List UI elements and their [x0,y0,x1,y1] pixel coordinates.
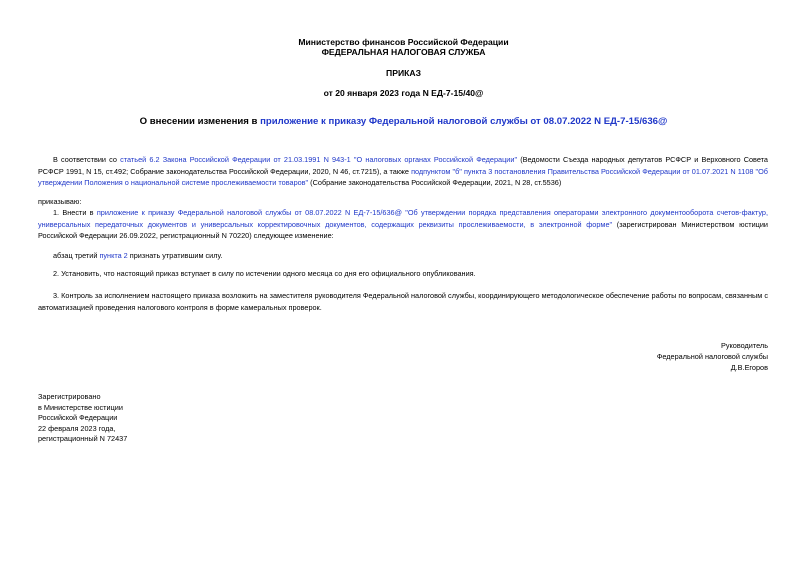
subject-link[interactable]: приложение к приказу Федеральной налоговой службы от 08.07.2022 N ЕД-7-15/636@ [260,116,668,127]
preamble-text-2: (Ведомости Съезда народных депутатов РСФСР и Верховного Совета РСФСР 1991, N 15, ст.492; Собрание законодательства Российской Федерации, 2020, N 46, ст.7215), а также [38,155,768,176]
signature-title: Руководитель [720,341,768,350]
registration-line-5: регистрационный N 72437 [38,434,128,444]
preamble-link-law[interactable]: статьей 6.2 Закона Российской Федерации от 21.03.1991 N 943-1 "О налоговых органах Российской Федерации" [120,155,518,164]
registration-line-3: Российской Федерации [38,413,118,423]
abzac-paragraph [38,250,768,262]
preamble-link-decree[interactable]: подпунктом "б" пункта 3 постановления Правительства Российской Федерации от 01.07.2021 N 1108 "Об утверждении Положения о национальной системе прослеживаемости товаров" [38,166,768,188]
preamble-paragraph [38,154,768,189]
order-word: приказываю: [38,197,82,206]
preamble-text-1: В соответствии со [53,155,121,164]
ministry-heading: Министерство финансов Российской Федерации [298,37,509,47]
item-3-paragraph: 3. Контроль за исполнением настоящего приказа возложить на заместителя руководителя Федеральной налоговой службы, координирующего методологическое обеспечение работы по вопросам, связанным с автоматизацией проведения налогового контроля в форме камеральных проверок. [38,291,768,312]
service-heading: ФЕДЕРАЛЬНАЯ НАЛОГОВАЯ СЛУЖБА [321,47,486,57]
document-subject [0,116,807,127]
signature-block [657,340,768,374]
preamble-text-3: (Собрание законодательства Российской Федерации, 2021, N 28, ст.5536) [308,178,562,188]
item-2-paragraph: 2. Установить, что настоящий приказ вступает в силу по истечении одного месяца со дня его официального опубликования. [53,269,476,278]
item-1-link[interactable]: приложение к приказу Федеральной налоговой службы от 08.07.2022 N ЕД-7-15/636@ "Об утверждении порядка представления операторами электронного документооборота счетов-фактур, универсальных передаточных документов и универсальных корректировочных документов, содержащих реквизиты прослеживаемости, в электронной форме" [38,208,768,229]
item-1-text-2: (зарегистрирован Министерством юстиции Российской Федерации 26.09.2022, регистрационный N 70220) следующее изменение: [38,219,768,241]
item-1-paragraph [38,207,768,242]
document-date-number: от 20 января 2023 года N ЕД-7-15/40@ [323,88,484,98]
registration-line-4: 22 февраля 2023 года, [38,423,116,433]
document-type-heading: ПРИКАЗ [386,68,421,78]
signature-name: Д.В.Егоров [730,363,768,373]
abzac-text-1: абзац третий [53,251,100,260]
abzac-text-2: признать утратившим силу. [127,251,223,260]
registration-line-1: Зарегистрировано [38,392,101,401]
subject-prefix: О внесении изменения в [139,116,261,127]
item-1-text-1: 1. Внести в [53,208,97,217]
abzac-link[interactable]: пункта 2 [99,251,128,260]
signature-organization: Федеральной налоговой службы [656,352,768,362]
registration-block [38,392,127,445]
registration-line-2: в Министерстве юстиции [38,402,123,412]
